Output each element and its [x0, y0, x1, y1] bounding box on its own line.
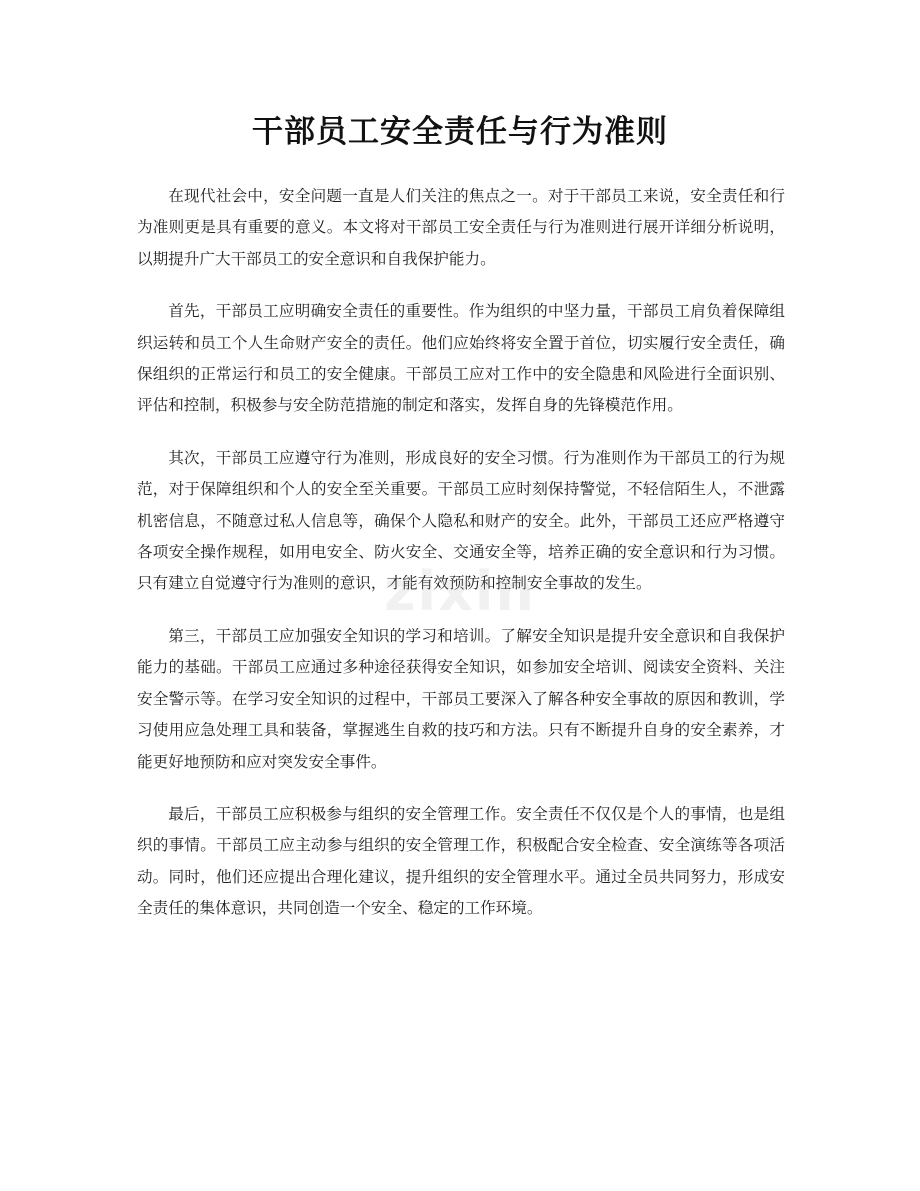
- paragraph-intro: 在现代社会中，安全问题一直是人们关注的焦点之一。对于干部员工来说，安全责任和行为准则更是具有重要的意义。本文将对干部员工安全责任与行为准则进行展开详细分析说明，以期提升广大干部员工的安全意识和自我保护能力。: [137, 187, 785, 268]
- watermark: zixin: [384, 560, 536, 623]
- paragraph-last: 最后，干部员工应积极参与组织的安全管理工作。安全责任不仅仅是个人的事情，也是组织的事情。干部员工应主动参与组织的安全管理工作，积极配合安全检查、安全演练等各项活动。同时，他们还应提出合理化建议，提升组织的安全管理水平。通过全员共同努力，形成安全责任的集体意识，共同创造一个安全、稳定的工作环境。: [137, 804, 785, 918]
- paragraph-second: 其次，干部员工应遵守行为准则，形成良好的安全习惯。行为准则作为干部员工的行为规范，对于保障组织和个人的安全至关重要。干部员工应时刻保持警觉，不轻信陌生人，不泄露机密信息，不随意过私人信息等，确保个人隐私和财产的安全。此外，干部员工还应严格遵守各项安全操作规程，如用电安全、防火安全、交通安全等，培养正确的安全意识和行为习惯。只有建立自觉遵守行为准则的意识，才能有效预防和控制安全事故的发生。: [137, 448, 785, 593]
- document-body: [137, 181, 785, 946]
- document-title: 干部员工安全责任与行为准则: [252, 114, 668, 150]
- paragraph-first: 首先，干部员工应明确安全责任的重要性。作为组织的中坚力量，干部员工肩负着保障组织运转和员工个人生命财产安全的责任。他们应始终将安全置于首位，切实履行安全责任，确保组织的正常运行和员工的安全健康。干部员工应对工作中的安全隐患和风险进行全面识别、评估和控制，积极参与安全防范措施的制定和落实，发挥自身的先锋模范作用。: [137, 302, 785, 415]
- paragraph-third: 第三，干部员工应加强安全知识的学习和培训。了解安全知识是提升安全意识和自我保护能力的基础。干部员工应通过多种途径获得安全知识，如参加安全培训、阅读安全资料、关注安全警示等。在学习安全知识的过程中，干部员工要深入了解各种安全事故的原因和教训，学习使用应急处理工具和装备，掌握逃生自救的技巧和方法。只有不断提升自身的安全素养，才能更好地预防和应对突发安全事件。: [137, 626, 785, 771]
